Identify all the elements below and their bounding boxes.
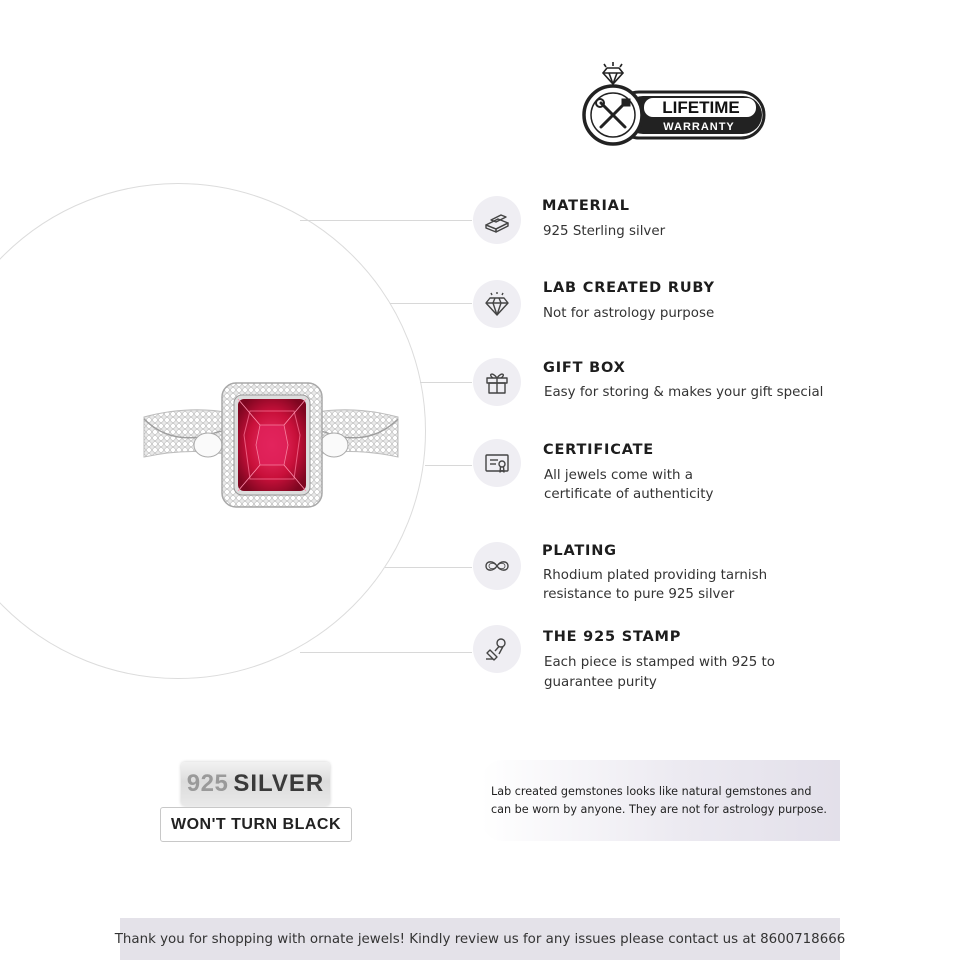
feature-desc-plating-1: Rhodium plated providing tarnish xyxy=(543,568,768,583)
diamond-icon xyxy=(482,289,512,319)
infinity-icon xyxy=(482,551,512,581)
connector-line xyxy=(420,382,472,383)
feature-desc-lab-ruby: Not for astrology purpose xyxy=(543,306,715,321)
silver-bar-icon xyxy=(482,205,512,235)
feature-title-material: MATERIAL xyxy=(542,198,630,214)
feature-icon-circle xyxy=(473,280,521,328)
feature-icon-circle xyxy=(473,542,521,590)
feature-title-plating: PLATING xyxy=(542,543,617,559)
note-line-1: Lab created gemstones looks like natural gemstones and xyxy=(491,785,812,798)
gift-box-icon xyxy=(482,367,512,397)
feature-icon-circle xyxy=(473,625,521,673)
connector-line xyxy=(390,303,472,304)
feature-desc-certificate-2: certificate of authenticity xyxy=(544,487,714,502)
gemstone-note-box xyxy=(481,760,840,841)
lifetime-warranty-badge xyxy=(582,60,772,148)
footer-thank-you: Thank you for shopping with ornate jewels! Kindly review us for any issues please contact us at 8600718666 xyxy=(120,918,840,960)
feature-icon-circle xyxy=(473,439,521,487)
feature-title-925-stamp: THE 925 STAMP xyxy=(543,629,682,645)
stamp-icon xyxy=(482,634,512,664)
certificate-icon xyxy=(482,448,512,478)
connector-line xyxy=(385,567,472,568)
feature-desc-925-stamp-2: guarantee purity xyxy=(544,675,657,690)
ruby-ring-image xyxy=(140,375,402,515)
feature-icon-circle xyxy=(473,358,521,406)
feature-title-gift-box: GIFT BOX xyxy=(543,360,626,376)
feature-title-lab-ruby: LAB CREATED RUBY xyxy=(543,280,715,296)
silver-word: SILVER xyxy=(233,770,325,797)
silver-number: 925 xyxy=(186,770,229,797)
feature-icon-circle xyxy=(473,196,521,244)
diamond-top-icon xyxy=(603,62,623,84)
feature-desc-material: 925 Sterling silver xyxy=(543,224,666,239)
feature-desc-certificate-1: All jewels come with a xyxy=(544,468,693,483)
silver-925-badge xyxy=(181,762,330,806)
warranty-line2: WARRANTY xyxy=(663,121,735,133)
connector-line xyxy=(300,220,472,221)
connector-line xyxy=(425,465,472,466)
wont-turn-black-label: WON'T TURN BLACK xyxy=(160,807,352,842)
feature-desc-925-stamp-1: Each piece is stamped with 925 to xyxy=(544,655,775,670)
warranty-line1: LIFETIME xyxy=(662,98,740,117)
feature-title-certificate: CERTIFICATE xyxy=(543,442,654,458)
feature-desc-plating-2: resistance to pure 925 silver xyxy=(543,587,735,602)
connector-line xyxy=(300,652,472,653)
feature-desc-gift-box: Easy for storing & makes your gift special xyxy=(544,385,824,400)
note-line-2: can be worn by anyone. They are not for astrology purpose. xyxy=(491,803,827,816)
